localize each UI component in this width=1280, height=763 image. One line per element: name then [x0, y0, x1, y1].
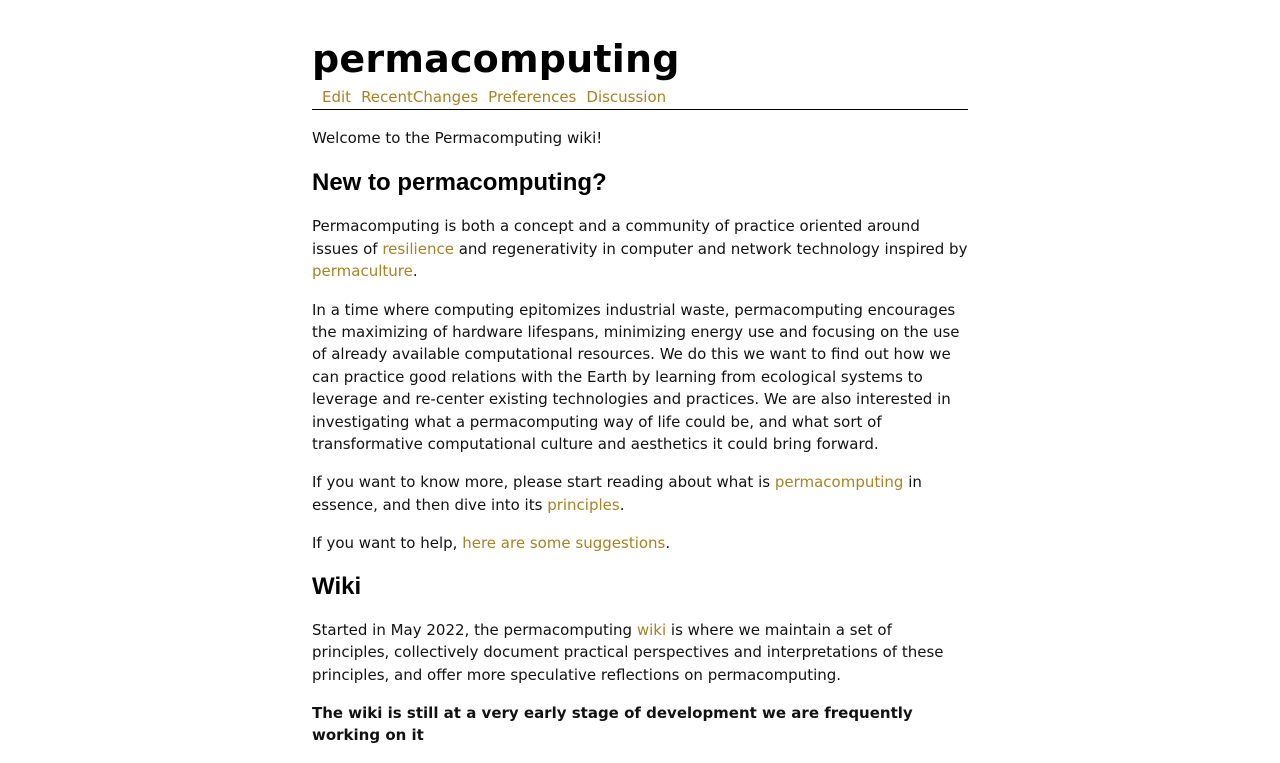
- mission-paragraph: In a time where computing epitomizes industrial waste, permacomputing encourages the maximizing of hardware lifespans, minimizing energy use and focusing on the use of already available computational resources. We do this we want to find out how we can practice good relations with the Earth by learning from ecological systems to leverage and re-center existing technologies and practices. We are also interested in investigating what a permacomputing way of life could be, and what sort of transformative computational culture and aesthetics it could bring forward.: [312, 300, 960, 454]
- welcome-text: Welcome to the Permacomputing wiki!: [312, 129, 603, 147]
- suggestions-link[interactable]: here are some suggestions: [462, 534, 666, 553]
- content: [312, 127, 968, 747]
- heading-new-to-permacomputing: New to permacomputing?: [312, 169, 607, 197]
- text-segment: Permacomputing is both a concept and a community of practice oriented around issues of: [312, 217, 920, 258]
- read-more-paragraph: [312, 471, 968, 516]
- intro-paragraph: [312, 215, 968, 282]
- text-segment: .: [665, 534, 671, 553]
- permacomputing-link[interactable]: permacomputing: [774, 473, 904, 492]
- edit-link[interactable]: Edit: [322, 88, 352, 106]
- discussion-link[interactable]: Discussion: [586, 88, 667, 106]
- permaculture-link[interactable]: permaculture: [312, 262, 413, 281]
- text-segment: Started in May 2022, the permacomputing: [312, 620, 637, 639]
- resilience-link[interactable]: resilience: [382, 239, 454, 258]
- text-segment: If you want to help,: [312, 534, 463, 553]
- text-segment: .: [619, 495, 625, 514]
- help-paragraph: [312, 532, 968, 554]
- text-segment: in essence, and then dive into its: [312, 473, 922, 514]
- text-segment: .: [412, 262, 418, 281]
- preferences-link[interactable]: Preferences: [488, 88, 577, 106]
- wiki-paragraph: [312, 619, 968, 686]
- action-bar: [312, 82, 968, 110]
- text-segment: and regenerativity in computer and network technology inspired by: [453, 239, 968, 258]
- wiki-link[interactable]: wiki: [636, 620, 667, 639]
- recent-changes-link[interactable]: RecentChanges: [361, 88, 479, 106]
- text-segment: is where we maintain a set of principles, collectively document practical perspectives and interpretations of these principles, and offer more speculative reflections on permacomputing.: [312, 620, 944, 684]
- heading-wiki: Wiki: [312, 572, 362, 600]
- development-note: The wiki is still at a very early stage of development we are frequently working on it: [312, 703, 913, 745]
- text-segment: If you want to know more, please start reading about what is: [312, 473, 775, 492]
- page-title: permacomputing: [312, 37, 680, 81]
- page: [312, 36, 968, 763]
- principles-link[interactable]: principles: [547, 495, 620, 514]
